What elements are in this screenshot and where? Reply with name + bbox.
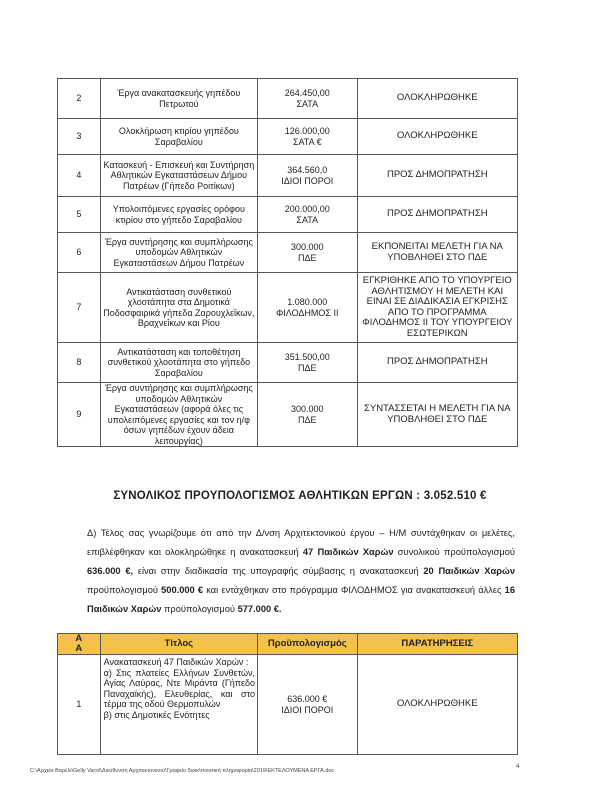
table-row — [58, 197, 518, 233]
header-title: Τίτλος — [100, 634, 257, 655]
row-number: 3 — [58, 119, 101, 155]
para-text: προϋπολογισμού — [161, 604, 238, 614]
row-title-line: α) Στις πλατείες Ελλήνων Συνθετών, Αγίας Λαύρας, Ντε Μιράντα (Γήπεδο Παναχαϊκής), Ελευθερίας, και στο τέρμα της οδού Θερμοπυλών — [103, 667, 256, 709]
budget-source: ΠΔΕ — [298, 414, 317, 425]
table-row — [58, 233, 518, 273]
summary-total: ΣΥΝΟΛΙΚΟΣ ΠΡΟΥΠΟΛΟΓΙΣΜΟΣ ΑΘΛΗΤΙΚΩΝ ΕΡΓΩΝ : 3.052.510 € — [113, 490, 487, 502]
budget-amount: 264.450,00 — [284, 88, 330, 98]
playgrounds-table — [57, 633, 518, 755]
row-status: ΕΓΚΡΙΘΗΚΕ ΑΠΟ ΤΟ ΥΠΟΥΡΓΕΙΟ ΑΘΛΗΤΙΣΜΟΥ Η ΜΕΛΕΤΗ ΚΑΙ ΕΙΝΑΙ ΣΕ ΔΙΑΔΙΚΑΣΙΑ ΕΓΚΡΙΣΗΣ ΑΠΟ ΤΟ ΠΡΟΓΡΑΜΜΑ ΦΙΛΟΔΗΜΟΣ ΙΙ ΤΟΥ ΥΠΟΥΡΓΕΙΟΥ ΕΣΩΤΕΡΙΚΩΝ — [357, 273, 517, 343]
row-status: ΠΡΟΣ ΔΗΜΟΠΡΑΤΗΣΗ — [357, 155, 517, 197]
page-number: 4 — [516, 764, 520, 770]
row-budget — [258, 79, 358, 119]
works-table-body — [58, 79, 518, 447]
table-row — [58, 273, 518, 343]
table-row — [58, 343, 518, 383]
row-number: 8 — [58, 343, 101, 383]
playgrounds-row — [58, 655, 518, 755]
table-row — [58, 119, 518, 155]
budget-source: ΣΑΤΑ — [296, 98, 319, 109]
row-title-line: β) στις Δημοτικές Ενότητες — [103, 709, 210, 720]
row-status: ΟΛΟΚΛΗΡΩΘΗΚΕ — [357, 119, 517, 155]
table-row — [58, 155, 518, 197]
budget-amount: 300.000 — [291, 404, 324, 414]
row-budget — [258, 197, 358, 233]
para-bold: 47 Παιδικών Χαρών — [302, 547, 394, 557]
budget-source: ΠΔΕ — [298, 252, 317, 263]
budget-source: ΣΑΤΑ € — [292, 136, 322, 147]
row-budget — [258, 273, 358, 343]
para-bold: 16 Παιδικών Χαρών — [87, 585, 516, 614]
row-status: ΟΛΟΚΛΗΡΩΘΗΚΕ — [357, 79, 517, 119]
row-budget — [258, 383, 358, 447]
para-text: είναι στην διαδικασία της υπογραφής σύμβασης η ανακατασκευή — [133, 566, 424, 576]
budget-source: ΠΔΕ — [298, 362, 317, 373]
budget-amount: 351.500,00 — [284, 352, 330, 362]
budget-source: ΙΔΙΟΙ ΠΟΡΟΙ — [281, 704, 334, 715]
table-row — [58, 383, 518, 447]
row-budget — [258, 155, 358, 197]
para-text: και εντάχθηκαν στο πρόγραμμα ΦΙΛΟΔΗΜΟΣ για ανακατασκευή άλλες — [203, 585, 505, 595]
playgrounds-header-row — [58, 634, 518, 655]
para-bold: 636.000 €, — [87, 566, 134, 576]
row-status: ΟΛΟΚΛΗΡΩΘΗΚΕ — [357, 655, 517, 755]
row-title: Έργα συντήρησης και συμπλήρωσης υποδομών Αθλητικών Εγκαταστάσεων (αφορά όλες τις υπολειπόμενες εργασίες και τον η/φ όσων γηπέδων έχουν άδεια λειτουργίας) — [100, 383, 257, 447]
row-title: Έργα ανακατασκευής γηπέδου Πετρωτού — [100, 79, 257, 119]
header-notes: ΠΑΡΑΤΗΡΗΣΕΙΣ — [357, 634, 517, 655]
table-row — [58, 79, 518, 119]
row-title: Έργα συντήρησης και συμπλήρωσης υποδομών Αθλητικών Εγκαταστάσεων Δήμου Πατρέων — [100, 233, 257, 273]
row-number: 4 — [58, 155, 101, 197]
para-bold: 500.000 € — [161, 585, 204, 595]
row-budget — [258, 343, 358, 383]
row-number: 6 — [58, 233, 101, 273]
works-table — [57, 78, 518, 447]
row-title: Υπολοιπόμενες εργασίες ορόφου κτιρίου στο γήπεδο Σαραβαλίου — [100, 197, 257, 233]
row-title-line: Ανακατασκευή 47 Παιδικών Χαρών : — [103, 657, 249, 667]
header-budget: Προϋπολογισμός — [258, 634, 358, 655]
budget-amount: 1.080.000 — [287, 297, 328, 307]
row-budget — [258, 655, 358, 755]
header-aa — [58, 634, 101, 655]
budget-source: ΙΔΙΟΙ ΠΟΡΟΙ — [281, 175, 334, 186]
row-status: ΣΥΝΤΑΣΣΕΤΑΙ Η ΜΕΛΕΤΗ ΓΙΑ ΝΑ ΥΠΟΒΛΗΘΕΙ ΣΤΟ ΠΔΕ — [357, 383, 517, 447]
budget-amount: 300.000 — [291, 242, 324, 252]
row-title: Αντικατάσταση συνθετικού χλοοτάπητα στα Δημοτικά Ποδοσφαιρικά γήπεδα Ζαρουχλεΐκων, Βραχνεΐκων και Ρίου — [100, 273, 257, 343]
row-status: ΠΡΟΣ ΔΗΜΟΠΡΑΤΗΣΗ — [357, 197, 517, 233]
row-number: 1 — [58, 655, 101, 755]
header-aa-line1: Α — [75, 633, 83, 644]
paragraph-d — [87, 524, 515, 619]
budget-source: ΦΙΛΟΔΗΜΟΣ ΙΙ — [276, 307, 339, 318]
row-status: ΕΚΠΟΝΕΙΤΑΙ ΜΕΛΕΤΗ ΓΙΑ ΝΑ ΥΠΟΒΛΗΘΕΙ ΣΤΟ ΠΔΕ — [357, 233, 517, 273]
row-status: ΠΡΟΣ ΔΗΜΟΠΡΑΤΗΣΗ — [357, 343, 517, 383]
row-title: Κατασκευή - Επισκευή και Συντήρηση Αθλητικών Εγκαταστάσεων Δήμου Πατρέων (Γήπεδο Ροιτίκων) — [100, 155, 257, 197]
para-text: Δ) Τέλος σας γνωρίζουμε ότι από την Δ/νση Αρχιτεκτονικού έργου – Η/Μ συντάχθηκαν οι μελέτες, επιβλέφθηκαν και ολοκληρώθηκε η ανακατασκευή — [87, 528, 515, 557]
row-title: Αντικατάσταση και τοποθέτηση συνθετικού χλοοτάπητα στο γήπεδο Σαραβαλίου — [100, 343, 257, 383]
row-title: Ολοκλήρωση κτιρίου γηπέδου Σαραβαλίου — [100, 119, 257, 155]
budget-amount: 200.000,00 — [284, 204, 330, 214]
row-title — [100, 655, 257, 755]
header-aa-line2: Α — [75, 643, 83, 654]
row-number: 5 — [58, 197, 101, 233]
row-number: 2 — [58, 79, 101, 119]
row-budget — [258, 233, 358, 273]
para-text: συνολικού προϋπολογισμού — [393, 547, 515, 557]
row-number: 9 — [58, 383, 101, 447]
footer-file-path: C:\Αρχεία Βαρέλι\Gelly Vacol\Διεύθυνση Αρχιτεκτονικού\Γραφείο διοικ\ποιοτική πληροφορία\2019\ΕΚΤΕΛΟΥΜΕΝΑ ΕΡΓΑ.doc — [30, 768, 335, 774]
row-budget — [258, 119, 358, 155]
para-bold: 20 Παιδικών Χαρών — [423, 566, 515, 576]
budget-amount: 364.560,0 — [287, 165, 328, 175]
budget-amount: 636.000 € — [287, 694, 328, 704]
para-bold: 577.000 €. — [237, 604, 282, 614]
para-text: προϋπολογισμού — [87, 585, 162, 595]
budget-source: ΣΑΤΑ — [296, 214, 319, 225]
row-number: 7 — [58, 273, 101, 343]
budget-amount: 126.000,00 — [284, 126, 330, 136]
